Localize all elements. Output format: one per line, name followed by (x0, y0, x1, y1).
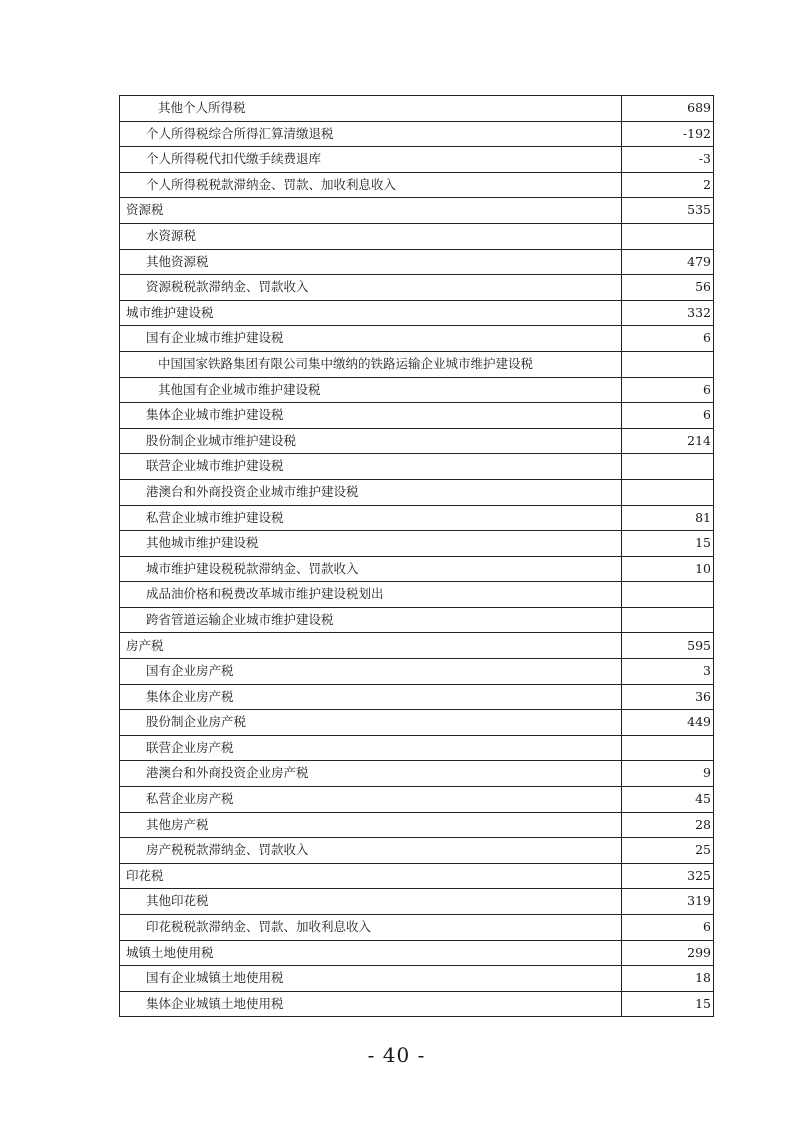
row-value: 319 (622, 889, 714, 915)
table-row (120, 428, 714, 454)
table-row (120, 249, 714, 275)
row-value: 325 (622, 863, 714, 889)
row-value: 18 (622, 966, 714, 992)
row-label: 港澳台和外商投资企业城市维护建设税 (120, 479, 622, 505)
row-label: 印花税 (120, 863, 622, 889)
row-value: 689 (622, 96, 714, 122)
row-label: 个人所得税代扣代缴手续费退库 (120, 147, 622, 173)
row-value: -192 (622, 121, 714, 147)
row-label: 国有企业房产税 (120, 659, 622, 685)
row-value: 81 (622, 505, 714, 531)
row-label: 其他城市维护建设税 (120, 531, 622, 557)
row-value: -3 (622, 147, 714, 173)
row-value (622, 454, 714, 480)
table-row (120, 403, 714, 429)
row-value: 9 (622, 761, 714, 787)
table-row (120, 479, 714, 505)
row-label: 其他印花税 (120, 889, 622, 915)
tax-revenue-table-container (119, 95, 711, 1017)
table-row (120, 761, 714, 787)
table-row (120, 710, 714, 736)
table-row (120, 787, 714, 813)
table-row (120, 96, 714, 122)
row-label: 其他个人所得税 (120, 96, 622, 122)
row-value (622, 223, 714, 249)
row-value: 45 (622, 787, 714, 813)
table-row (120, 915, 714, 941)
table-row (120, 147, 714, 173)
row-value: 449 (622, 710, 714, 736)
row-value (622, 735, 714, 761)
row-label: 印花税税款滞纳金、罚款、加收利息收入 (120, 915, 622, 941)
row-value: 10 (622, 556, 714, 582)
table-row (120, 684, 714, 710)
row-value: 595 (622, 633, 714, 659)
row-value (622, 479, 714, 505)
row-value: 479 (622, 249, 714, 275)
row-label: 集体企业房产税 (120, 684, 622, 710)
row-label: 股份制企业房产税 (120, 710, 622, 736)
table-row (120, 351, 714, 377)
table-row (120, 991, 714, 1017)
table-row (120, 838, 714, 864)
table-row (120, 377, 714, 403)
row-value: 6 (622, 377, 714, 403)
row-label: 国有企业城镇土地使用税 (120, 966, 622, 992)
row-value (622, 351, 714, 377)
table-row (120, 659, 714, 685)
row-label: 跨省管道运输企业城市维护建设税 (120, 607, 622, 633)
table-row (120, 556, 714, 582)
tax-revenue-table (119, 95, 714, 1017)
row-label: 其他国有企业城市维护建设税 (120, 377, 622, 403)
row-value (622, 582, 714, 608)
table-row (120, 735, 714, 761)
row-value: 6 (622, 326, 714, 352)
table-row (120, 121, 714, 147)
table-row (120, 633, 714, 659)
row-label: 联营企业房产税 (120, 735, 622, 761)
row-label: 资源税税款滞纳金、罚款收入 (120, 275, 622, 301)
row-label: 集体企业城镇土地使用税 (120, 991, 622, 1017)
row-value (622, 607, 714, 633)
table-row (120, 531, 714, 557)
row-label: 水资源税 (120, 223, 622, 249)
row-label: 中国国家铁路集团有限公司集中缴纳的铁路运输企业城市维护建设税 (120, 351, 622, 377)
row-label: 成品油价格和税费改革城市维护建设税划出 (120, 582, 622, 608)
row-value: 15 (622, 991, 714, 1017)
table-row (120, 223, 714, 249)
row-label: 港澳台和外商投资企业房产税 (120, 761, 622, 787)
table-row (120, 505, 714, 531)
row-label: 城市维护建设税 (120, 300, 622, 326)
row-value: 6 (622, 403, 714, 429)
row-label: 城市维护建设税税款滞纳金、罚款收入 (120, 556, 622, 582)
row-value: 214 (622, 428, 714, 454)
row-label: 联营企业城市维护建设税 (120, 454, 622, 480)
row-value: 299 (622, 940, 714, 966)
row-value: 15 (622, 531, 714, 557)
table-row (120, 454, 714, 480)
table-row (120, 940, 714, 966)
row-label: 个人所得税税款滞纳金、罚款、加收利息收入 (120, 172, 622, 198)
row-label: 城镇土地使用税 (120, 940, 622, 966)
row-value: 6 (622, 915, 714, 941)
table-row (120, 582, 714, 608)
row-label: 股份制企业城市维护建设税 (120, 428, 622, 454)
row-value: 36 (622, 684, 714, 710)
row-value: 3 (622, 659, 714, 685)
page-number: - 40 - (367, 1043, 426, 1067)
table-row (120, 198, 714, 224)
row-value: 2 (622, 172, 714, 198)
row-label: 国有企业城市维护建设税 (120, 326, 622, 352)
table-row (120, 607, 714, 633)
table-row (120, 863, 714, 889)
row-value: 535 (622, 198, 714, 224)
row-value: 25 (622, 838, 714, 864)
table-row (120, 326, 714, 352)
row-label: 个人所得税综合所得汇算清缴退税 (120, 121, 622, 147)
table-row (120, 812, 714, 838)
row-label: 集体企业城市维护建设税 (120, 403, 622, 429)
row-value: 28 (622, 812, 714, 838)
table-row (120, 172, 714, 198)
row-label: 其他资源税 (120, 249, 622, 275)
row-label: 房产税税款滞纳金、罚款收入 (120, 838, 622, 864)
table-row (120, 889, 714, 915)
table-row (120, 300, 714, 326)
table-body (120, 96, 714, 1017)
row-value: 332 (622, 300, 714, 326)
row-value: 56 (622, 275, 714, 301)
row-label: 私营企业城市维护建设税 (120, 505, 622, 531)
table-row (120, 275, 714, 301)
table-row (120, 966, 714, 992)
row-label: 私营企业房产税 (120, 787, 622, 813)
row-label: 房产税 (120, 633, 622, 659)
row-label: 资源税 (120, 198, 622, 224)
row-label: 其他房产税 (120, 812, 622, 838)
